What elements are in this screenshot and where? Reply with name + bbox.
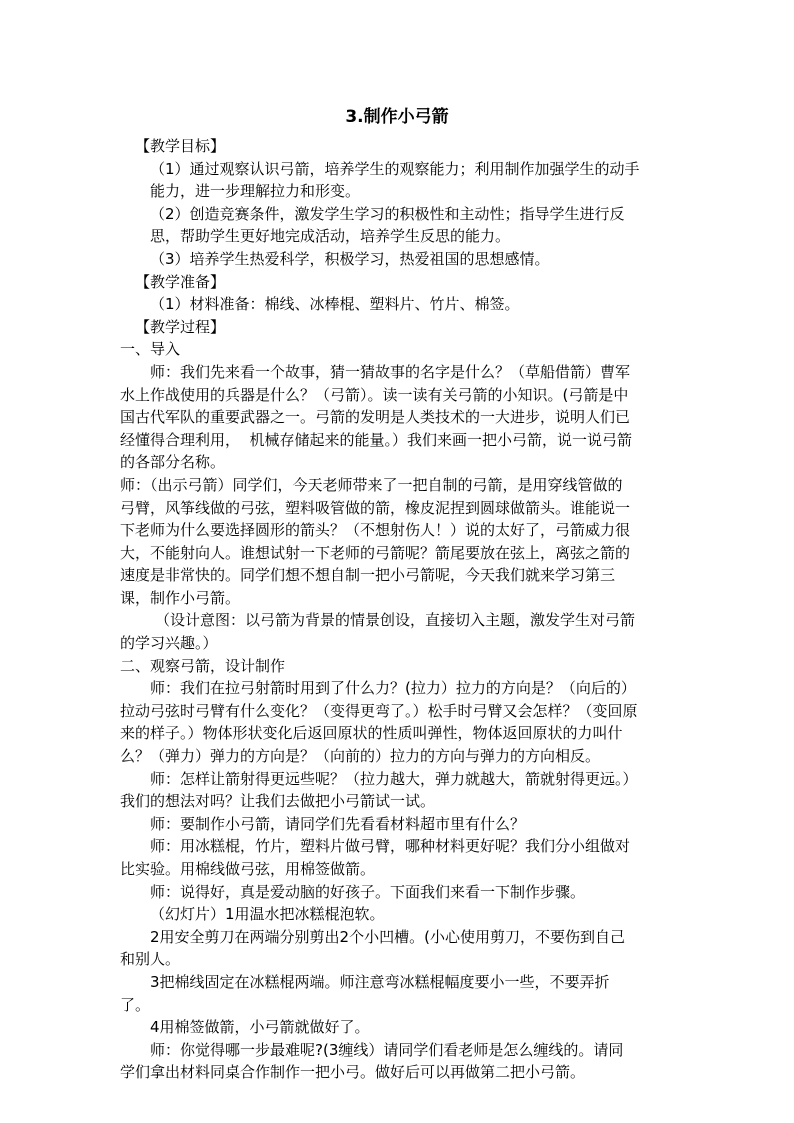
text-line: 能力，进一步理解拉力和形变。 <box>150 182 361 201</box>
text-line: 【教学过程】 <box>135 317 226 336</box>
text-line: 师：说得好，真是爱动脑的好孩子。下面我们来看一下制作步骤。 <box>150 882 586 901</box>
text-line: 课，制作小弓箭。 <box>120 588 241 607</box>
document-title: 3.制作小弓箭 <box>345 107 449 127</box>
text-line: 【教学目标】 <box>135 137 226 155</box>
text-line: 2用安全剪刀在两端分别剪出2个小凹槽。(小心使用剪刀，不要伤到自己 <box>150 927 625 946</box>
text-line: 的各部分名称。 <box>120 453 226 472</box>
text-line: 经懂得合理利用， 机械存储起来的能量。）我们来画一把小弓箭，说一说弓箭 <box>120 430 633 449</box>
text-line: （1）通过观察认识弓箭，培养学生的观察能力；利用制作加强学生的动手 <box>150 159 640 178</box>
text-line: 了。 <box>120 995 151 1014</box>
text-line: 师：要制作小弓箭，请同学们先看看材料超市里有什么？ <box>150 814 526 833</box>
text-line: 国古代军队的重要武器之一。弓箭的发明是人类技术的一大进步，说明人们已 <box>120 408 631 427</box>
text-line: 速度是非常快的。同学们想不想自制一把小弓箭呢，今天我们就来学习第三 <box>120 566 616 585</box>
text-line: （幻灯片）1用温水把冰糕棍泡软。 <box>150 905 385 924</box>
text-line: 3把棉线固定在冰糕棍两端。师注意弯冰糕棍幅度要小一些，不要弄折 <box>150 972 610 991</box>
text-line: （3）培养学生热爱科学，积极学习，热爱祖国的思想感情。 <box>150 249 550 268</box>
text-line: 师：你觉得哪一步最难呢?(3缠线）请同学们看老师是怎么缠线的。请同 <box>150 1040 624 1059</box>
text-line: 弓臂，风筝线做的弓弦，塑料吸管做的箭，橡皮泥捏到圆球做箭头。谁能说一 <box>120 498 631 517</box>
text-line: 来的样子。）物体形状变化后返回原状的性质叫弹性，物体返回原状的力叫什 <box>120 724 623 743</box>
text-line: 大，不能射向人。谁想试射一下老师的弓箭呢？箭尾要放在弦上，离弦之箭的 <box>120 543 631 562</box>
text-line: 【教学准备】 <box>135 272 226 291</box>
text-line: 二、观察弓箭，设计制作 <box>120 656 286 675</box>
text-line: （设计意图：以弓箭为背景的情景创设，直接切入主题，激发学生对弓箭 <box>155 611 636 630</box>
text-line: 拉动弓弦时弓臂有什么变化？（变得更弯了。）松手时弓臂又会怎样？（变回原 <box>120 701 638 720</box>
text-line: 学们拿出材料同桌合作制作一把小弓。做好后可以再做第二把小弓箭。 <box>120 1063 586 1082</box>
text-line: 师：（出示弓箭）同学们，今天老师带来了一把自制的弓箭，是用穿线管做的 <box>120 475 623 494</box>
text-line: 师：用冰糕棍，竹片，塑料片做弓臂，哪种材料更好呢？我们分小组做对 <box>150 837 631 856</box>
document-body <box>120 135 680 1084</box>
text-line: 思，帮助学生更好地完成活动，培养学生反思的能力。 <box>150 227 511 246</box>
text-line: 水上作战使用的兵器是什么？（弓箭）。读一读有关弓箭的小知识。(弓箭是中 <box>120 385 629 404</box>
text-line: 和别人。 <box>120 950 181 969</box>
text-line: 比实验。用棉线做弓弦，用棉签做箭。 <box>120 860 376 878</box>
text-line: 么？（弹力）弹力的方向是？（向前的）拉力的方向与弹力的方向相反。 <box>120 747 601 766</box>
text-line: 师：我们先来看一个故事，猜一猜故事的名字是什么？（草船借箭）曹军 <box>150 362 631 381</box>
text-line: （1）材料准备：棉线、冰棒棍、塑料片、竹片、棉签。 <box>150 295 520 314</box>
text-line: 师：怎样让箭射得更远些呢？（拉力越大，弹力就越大，箭就射得更远。） <box>150 769 638 788</box>
text-line: 4用棉签做箭，小弓箭就做好了。 <box>150 1018 370 1037</box>
text-line: （2）创造竞赛条件，激发学生学习的积极性和主动性；指导学生进行反 <box>150 204 625 223</box>
text-line: 我们的想法对吗？让我们去做把小弓箭试一试。 <box>120 792 436 811</box>
text-line: 师：我们在拉弓射箭时用到了什么力？(拉力）拉力的方向是？（向后的） <box>150 679 636 698</box>
text-line: 下老师为什么要选择圆形的箭头？（不想射伤人！）说的太好了，弓箭威力很 <box>120 521 631 540</box>
text-line: 的学习兴趣。） <box>120 634 218 653</box>
text-line: 一、导入 <box>120 340 181 359</box>
